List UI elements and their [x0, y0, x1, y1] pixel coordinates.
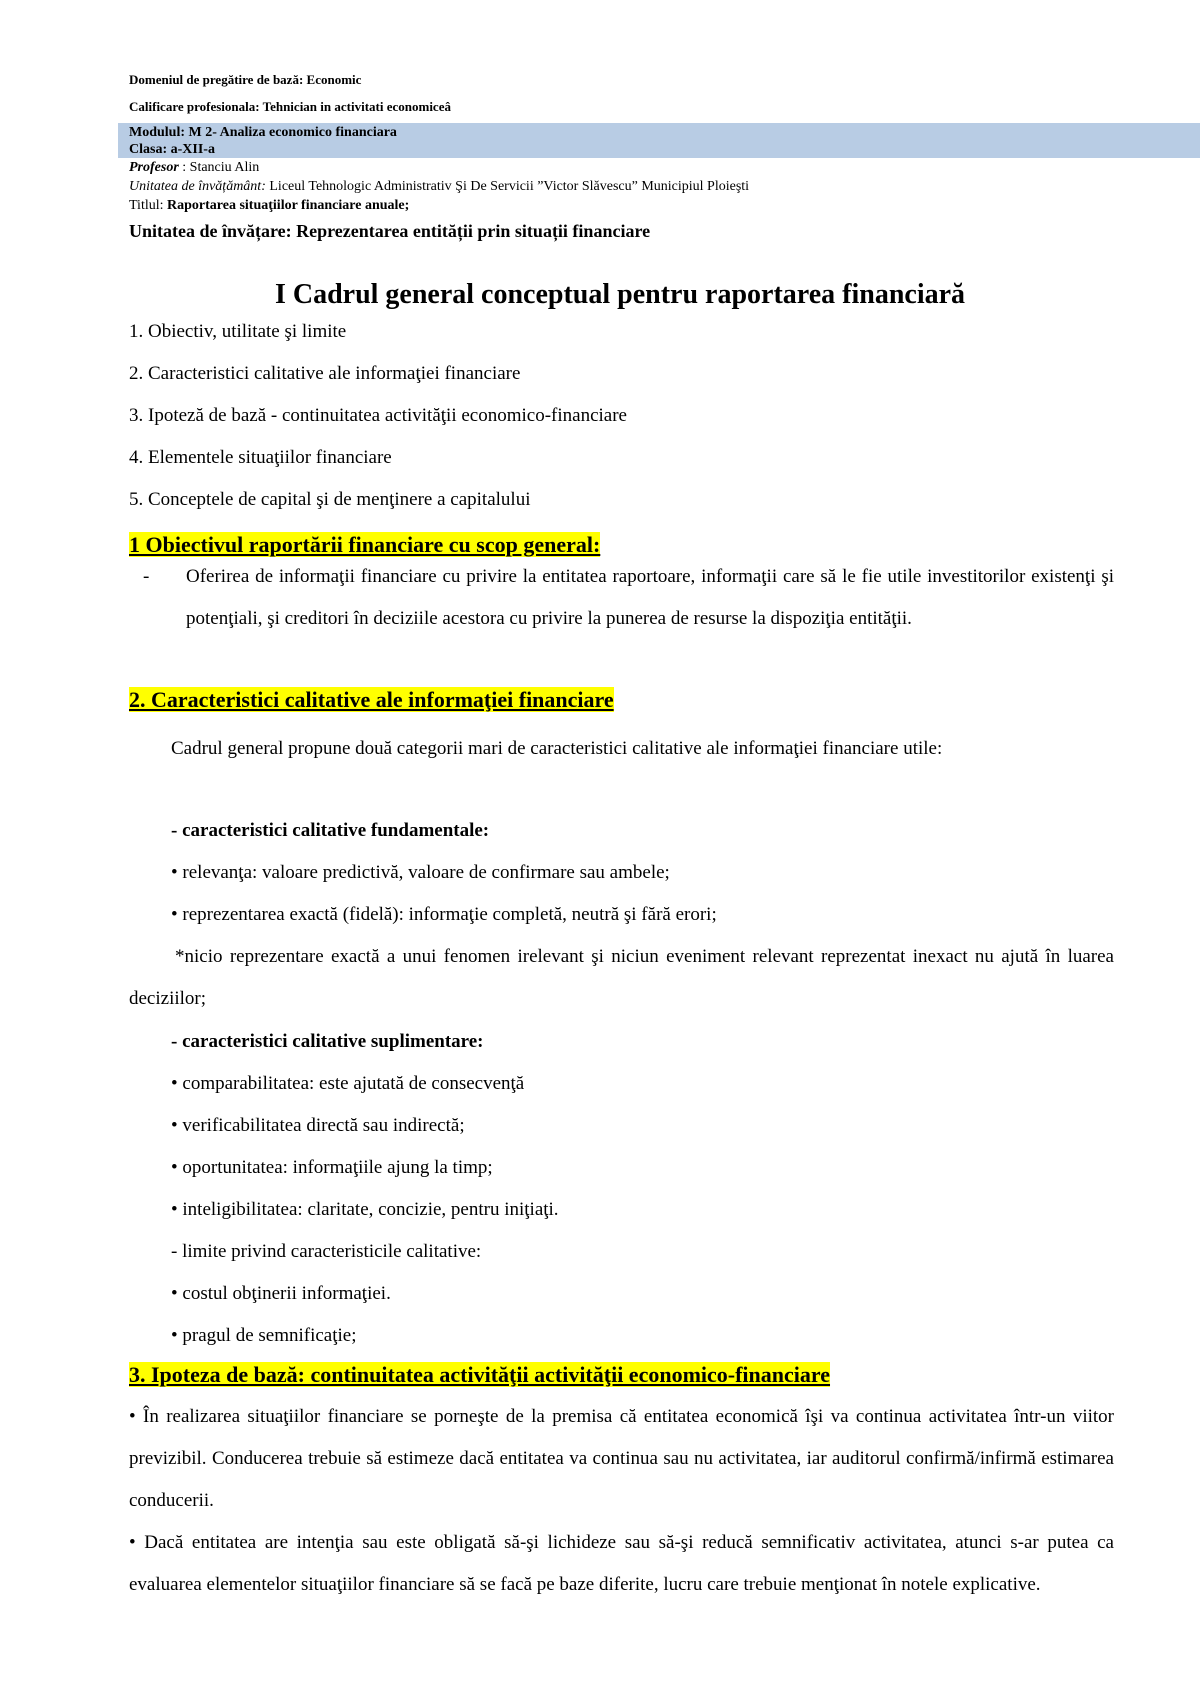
section-3-paragraph-1: • În realizarea situaţiilor financiare se porneşte de la premisa că entitatea economică îşi va continua activitatea într-un viitor previzibil. Conducerea trebuie să estimeze dacă entitatea va continua sau nu activitatea, iar auditorul confirmă/infirmă estimarea conducerii.: [129, 1406, 1114, 1511]
title-value: Raportarea situaţiilor financiare anuale;: [167, 198, 410, 213]
section-2-note-text: *nicio reprezentare exactă a unui fenomen irelevant şi niciun eveniment relevant reprezentat inexact nu ajută în luarea deciziilor;: [129, 946, 1114, 1009]
supplementary-title: - caracteristici calitative suplimentare:: [171, 1031, 484, 1052]
fundamental-title: - caracteristici calitative fundamentale:: [171, 820, 490, 841]
outline-item-2: 2. Caracteristici calitative ale informaţiei financiare: [129, 363, 521, 384]
school-value: Liceul Tehnologic Administrativ Şi De Servicii ”Victor Slăvescu” Municipiul Ploieşti: [269, 179, 750, 194]
limits-item-2: • pragul de semnificaţie;: [171, 1325, 357, 1346]
supplementary-item-1: • comparabilitatea: este ajutată de consecvenţă: [171, 1073, 525, 1094]
section-3-heading: [129, 1362, 830, 1388]
section-2-heading-text: 2. Caracteristici calitative ale informaţiei financiare: [129, 687, 614, 712]
outline-item-4: 4. Elementele situaţiilor financiare: [129, 447, 392, 468]
fundamental-item-1: • relevanţa: valoare predictivă, valoare de confirmare sau ambele;: [171, 862, 670, 883]
outline-item-3: 3. Ipoteză de bază - continuitatea activităţii economico-financiare: [129, 405, 627, 426]
section-3-heading-text: 3. Ipoteza de bază: continuitatea activităţii activităţii economico-financiare: [129, 1362, 831, 1387]
outline-item-1: 1. Obiectiv, utilitate şi limite: [129, 321, 347, 342]
section-2-note: [129, 936, 1114, 1020]
title-line: [129, 198, 409, 214]
limits-title: - limite privind caracteristicile calitative:: [171, 1241, 482, 1262]
dash-marker: -: [143, 566, 150, 587]
teacher-line: [129, 160, 259, 176]
teacher-value: : Stanciu Alin: [182, 160, 260, 175]
module-line: Modulul: M 2- Analiza economico financiara: [129, 125, 397, 140]
limits-item-1: • costul obţinerii informaţiei.: [171, 1283, 391, 1304]
school-label: Unitatea de învățământ:: [129, 179, 266, 194]
section-1-heading: [129, 532, 600, 558]
school-line: [129, 179, 749, 195]
outline-item-5: 5. Conceptele de capital şi de menţinere a capitalului: [129, 489, 531, 510]
fundamental-item-2: • reprezentarea exactă (fidelă): informaţie completă, neutră şi fără erori;: [171, 904, 717, 925]
supplementary-item-2: • verificabilitatea directă sau indirectă;: [171, 1115, 465, 1136]
class-line: Clasa: a-XII-a: [129, 142, 215, 157]
domain-label: Domeniul de pregătire de bază:: [129, 72, 304, 87]
section-2-heading: [129, 687, 614, 713]
teacher-label: Profesor: [129, 160, 179, 175]
section-3-paragraph-2: • Dacă entitatea are intenţia sau este obligată să-şi lichideze sau să-şi reducă semnificativ activitatea, atunci s-ar putea ca evaluarea elementelor situaţiilor financiare să se facă pe baze diferite, lucru care trebuie menţionat în notele explicative.: [129, 1532, 1114, 1595]
supplementary-item-4: • inteligibilitatea: claritate, concizie, pentru iniţiaţi.: [171, 1199, 559, 1220]
qualification-line: Calificare profesionala: Tehnician in activitati economiceâ: [129, 99, 451, 114]
section-2-intro: [129, 728, 1114, 770]
title-label: Titlul:: [129, 198, 164, 213]
section-1-item-text: Oferirea de informaţii financiare cu privire la entitatea raportoare, informaţii care să le fie utile investitorilor existenţi şi potenţiali, şi creditori în deciziile acestora cu privire la punerea de resurse la dispoziţia entităţii.: [186, 566, 1114, 629]
domain-value: Economic: [306, 72, 362, 87]
page-title: I Cadrul general conceptual pentru raportarea financiară: [274, 279, 966, 310]
section-1-heading-text: 1 Obiectivul raportării financiare cu scop general:: [129, 532, 601, 557]
section-1-item: [129, 556, 1114, 640]
section-2-intro-text: Cadrul general propune două categorii mari de caracteristici calitative ale informaţiei financiare utile:: [171, 738, 943, 759]
learning-unit: Unitatea de învățare: Reprezentarea entității prin situații financiare: [129, 221, 651, 241]
supplementary-item-3: • oportunitatea: informaţiile ajung la timp;: [171, 1157, 493, 1178]
domain-line: [129, 72, 361, 88]
